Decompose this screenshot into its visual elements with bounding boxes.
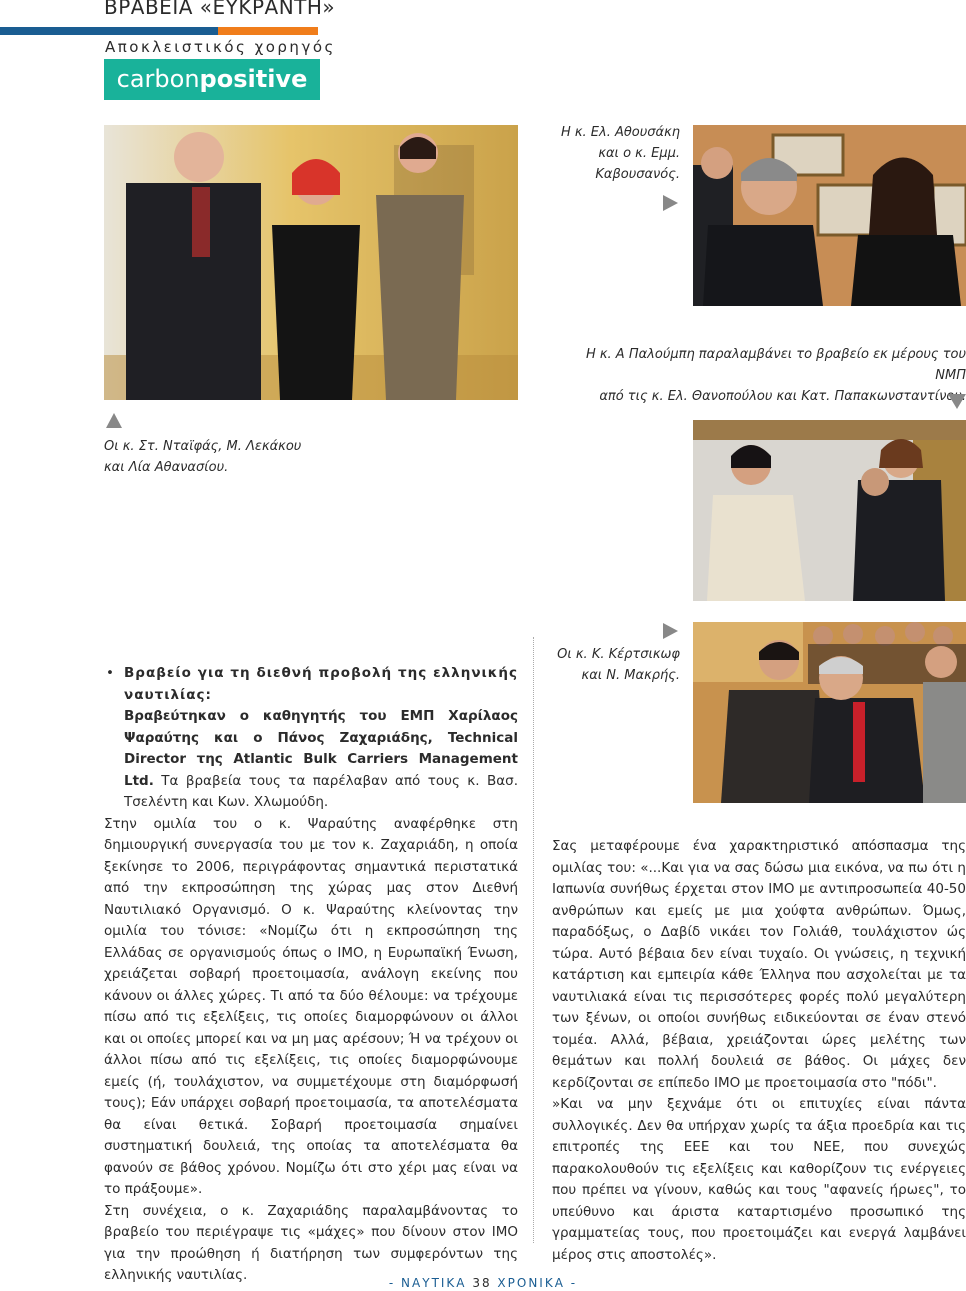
- left-text-column: [104, 663, 518, 1287]
- header-bar-orange: [218, 27, 318, 35]
- arrow-right-icon: [663, 623, 678, 639]
- section-title: ΒΡΑΒΕΙΑ «ΕΥΚΡΑΝΤΗ»: [104, 0, 336, 19]
- right-text-column: [552, 836, 966, 1266]
- paragraph: »Και να μην ξεχνάμε ότι οι επιτυχίες είναι πάντα συλλογικές. Δεν θα υπήρχαν χωρίς τα άξια προεδρία και τις επιτροπές της ΕΕΕ και του ΝΕΕ, που συνεχώς παρακολουθούν τις εξελίξεις και καθορίζουν τις ενέργειες που πρέπει να γίνουν, καθώς και τους "αφανείς ήρωες", το υπεύθυνο και άριστα καταρτισμένο προσωπικό της γραμματείας τους, που προετοιμάζει και ενεργά λαμβάνει μέρος στις αποστολές».: [552, 1096, 966, 1263]
- paragraph: Σας μεταφέρουμε ένα χαρακτηριστικό απόσπασμα της ομιλίας του: «...Και για να σας δώσω μια εικόνα, να πω ότι η Ιαπωνία συνήθως έρχεται στον ΙΜΟ με αντιπροσωπεία 40-50 ανθρώπων και εμείς με μια χούφτα ανθρώπων. Όμως, παραδόξως, ο Δαβίδ νικάει τον Γολιάθ, τουλάχιστον ώς τώρα. Αυτό βέβαια δεν είναι τυχαίο. Οι γνώσεις, η τεχνική κατάρτιση και εμπειρία κάθε Έλληνα που ασχολείται με τα ναυτιλιακά είναι τις περισσότερες φορές πολύ μεγαλύτερη των ξένων, οι οποίοι συνήθως ειδικεύονται σε έναν στενό τομέα. Αλλά, βέβαια, χρειάζονται ώρες μελέτης των θεμάτων και πολλή δουλειά σε βάθος. Οι μάχες δεν κερδίζονται σε επίπεδο ΙΜΟ με προετοιμασία στο "πόδι".: [552, 838, 966, 1091]
- photo-kertsikof-makris: [693, 622, 966, 803]
- bullet-dot: •: [106, 665, 114, 681]
- arrow-down-icon: [948, 394, 966, 409]
- header-bar-blue: [0, 27, 218, 35]
- caption-3: Οι κ. Στ. Νταϊφάς, Μ. Λεκάκου και Λία Αθανασίου.: [104, 439, 302, 475]
- caption-4: Οι κ. Κ. Κέρτσικωφ και Ν. Μακρής.: [557, 647, 680, 683]
- bullet-item: [104, 663, 518, 814]
- page-number: 38: [472, 1276, 492, 1290]
- caption-2: Η κ. Α Παλούμπη παραλαμβάνει το βραβείο εκ μέρους του ΝΜΠ από τις κ. Ελ. Θανοπούλου και Κατ. Παπακωνσταντίνου.: [585, 347, 966, 404]
- photo-athousaki-kavousanos: [693, 125, 966, 306]
- arrow-right-icon: [663, 195, 678, 211]
- column-divider: [533, 637, 534, 1243]
- bullet-body: Βραβεύτηκαν ο καθηγητής του ΕΜΠ Χαρίλαος Ψαραύτης και ο Πάνος Ζαχαριάδης, Technical Director της Atlantic Bulk Carriers Management Ltd. Τα βραβεία τους τα παρέλαβαν από τους κ. Βασ. Τσελέντη και Κων. Χλωμούδη.: [124, 708, 518, 810]
- carbonpositive-logo: carbonpositive: [104, 59, 320, 100]
- page-footer: - ΝΑΥΤΙΚΑ 38 ΧΡΟΝΙΚΑ -: [388, 1276, 578, 1290]
- photo-paloumpi-award: [693, 420, 966, 601]
- photo-award-ceremony-three-people: [104, 125, 518, 400]
- paragraph: Στην ομιλία του ο κ. Ψαραύτης αναφέρθηκε στη δημιουργική συνεργασία του με τον κ. Ζαχαριάδη, η οποία ξεκίνησε το 2006, περιγράφοντας σημαντικά περιστατικά από την εκπροσώπηση της χώρας μας στον Διεθνή Ναυτιλιακό Οργανισμό. Ο κ. Ψαραύτης κλείνοντας την ομιλία του τόνισε: «Νομίζω ότι η εκπροσώπηση της Ελλάδας σε οργανισμούς όπως ο ΙΜΟ, η Ευρωπαϊκή Ένωση, χρειάζεται σοβαρή προετοιμασία, ανάλογη εκείνης που κάνουν οι άλλες χώρες. Τι από τα δύο θέλουμε: να τρέχουμε πίσω από τις εξελίξεις, τις οποίες διαμορφώνουν οι άλλοι και οι οποίες μπορεί και να μη μας αρέσουν; Ή να τρέχουν οι άλλοι πίσω από τις εξελίξεις, τις οποίες διαμορφώνουμε εμείς (ή, τουλάχιστον, να συμμετέχουμε στη διαμόρφωσή τους); Εάν υπάρχει σοβαρή προετοιμασία, τα αποτελέσματα θα είναι θετικά. Σοβαρή προετοιμασία σημαίνει συστηματική δουλειά, της οποίας τα αποτελέσματα θα φανούν σε βάθος χρόνου. Νομίζω ότι στο χέρι μας είναι να το πράξουμε».: [104, 815, 518, 1197]
- bullet-title: Βραβείο για τη διεθνή προβολή της ελληνικής ναυτιλίας:: [124, 665, 518, 703]
- caption-1: Η κ. Ελ. Αθουσάκη και ο κ. Εμμ. Καβουσανός.: [560, 125, 680, 182]
- arrow-up-icon: [106, 413, 122, 428]
- paragraph: Στη συνέχεια, ο κ. Ζαχαριάδης παραλαμβάνοντας το βραβείο του περιέγραψε τις «μάχες» που δίνουν στον ΙΜΟ για την προώθηση ή διατήρηση των συμφερόντων της ελληνικής ναυτιλίας.: [104, 1202, 518, 1283]
- sponsor-label: Αποκλειστικός χορηγός: [105, 38, 336, 56]
